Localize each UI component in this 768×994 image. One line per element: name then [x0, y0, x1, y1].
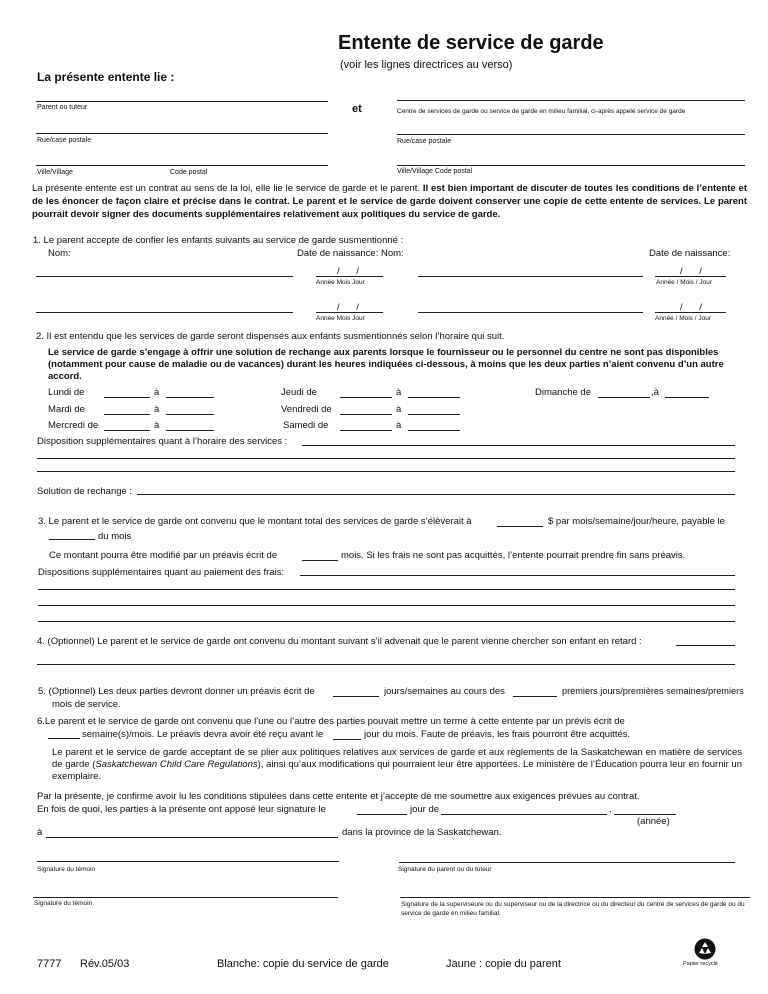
child4-date-format: Année / Mois / Jour — [655, 315, 711, 322]
late-fee-field[interactable] — [676, 645, 735, 646]
recycle-icon — [694, 938, 716, 960]
schedule-extra-line3[interactable] — [37, 471, 735, 472]
sunday-a: ,à — [651, 387, 659, 398]
parent-signature-label: Signature du parent ou du tuteur — [398, 866, 492, 873]
birth-label-right: Date de naissance: — [649, 248, 731, 259]
closing-line2b: jour de — [410, 804, 440, 815]
wednesday-a: à — [154, 420, 160, 431]
payment-extra-line2[interactable] — [38, 589, 735, 590]
intro-bold-text: Il est bien important de discuter de toutes les conditions de l’entente et de les énoncer de façon claire et précise dans le contrat. Le parent et le service de garde doivent conserver une copie de cette entente de services. Le parent pourrait devoir signer des documents supplémentaires relativement aux politiques du service de garde. — [32, 183, 747, 220]
thursday-a: à — [396, 387, 402, 398]
tuesday-a: à — [154, 404, 160, 415]
section4-text: 4. (Optionnel) Le parent et le service de garde ont convenu du montant suivant s’il advenait que le parent vienne chercher son enfant en retard : — [37, 636, 642, 647]
intro-normal-text: La présente entente est un contrat au sens de la loi, elle lie le service de garde et le parent. — [32, 183, 423, 194]
notice-period-field[interactable] — [333, 687, 379, 697]
section5-text-c: premiers jours/premières semaines/premiers — [562, 686, 744, 696]
section5-text-d: mois de service. — [52, 699, 121, 710]
wednesday-from-field[interactable] — [104, 421, 150, 431]
witness2-signature-field[interactable] — [33, 897, 338, 898]
payment-extra-line3[interactable] — [38, 605, 735, 606]
revision: Rév.05/03 — [80, 958, 130, 970]
payment-extra-field[interactable] — [300, 575, 735, 576]
centre-city-postal-label: Ville/Village Code postal — [397, 168, 473, 175]
centre-street-field[interactable] — [397, 134, 745, 135]
saturday-to-field[interactable] — [408, 421, 460, 431]
centre-label: Centre de services de garde ou service de garde en milieu familial, ci-après appelé service de garde — [397, 108, 686, 115]
sign-day-field[interactable] — [357, 805, 407, 815]
section6-text-a: 6.Le parent et le service de garde ont convenu que l’une ou l’autre des parties pouvait mettre un terme à cette entente par un prévis écrit de — [37, 716, 625, 727]
supervisor-label: Signature de la superviseure ou du superviseur ou de la directrice ou du directeur du centre de services de garde ou du service de garde en milieu familial. — [401, 901, 745, 917]
province-text: dans la province de la Saskatchewan. — [342, 827, 502, 838]
payment-extra-label: Dispositions supplémentaires quant au paiement des frais: — [38, 567, 285, 578]
parent-signature-field[interactable] — [399, 862, 735, 863]
thursday-from-field[interactable] — [340, 388, 392, 398]
yellow-copy-note: Jaune : copie du parent — [446, 958, 561, 970]
friday-from-field[interactable] — [340, 405, 392, 415]
wednesday-to-field[interactable] — [166, 421, 214, 431]
section5-text-a: 5. (Optionnel) Les deux parties devront donner un préavis écrit de — [38, 686, 315, 697]
section3-text-c: du mois — [98, 531, 132, 542]
schedule-extra-field[interactable] — [302, 445, 735, 446]
sunday-from-field[interactable] — [598, 388, 650, 398]
initial-period-field[interactable] — [513, 687, 557, 697]
notice-text-a: Ce montant pourra être modifié par un préavis écrit de — [49, 550, 278, 561]
birth-name-label: Date de naissance: Nom: — [297, 248, 404, 259]
sunday-to-field[interactable] — [665, 388, 709, 398]
centre-name-field[interactable] — [397, 100, 745, 101]
child4-name-field[interactable] — [418, 312, 643, 313]
page-subtitle: (voir les lignes directrices au verso) — [340, 59, 513, 71]
monday-a: à — [154, 387, 160, 398]
sign-place-field[interactable] — [46, 828, 338, 838]
sign-year-field[interactable] — [614, 805, 676, 815]
supervisor-signature-field[interactable] — [400, 897, 750, 898]
parent-city-label: Ville/Village — [37, 169, 73, 176]
saturday-from-field[interactable] — [340, 421, 392, 431]
monday-from-field[interactable] — [104, 388, 150, 398]
notice-text-b: mois. Si les frais ne sont pas acquittés, l’entente pourrait prendre fin sans préavis. — [341, 550, 686, 561]
at-label: à — [37, 827, 43, 838]
white-copy-note: Blanche: copie du service de garde — [217, 958, 389, 970]
child3-date-sep: / / — [337, 302, 359, 313]
schedule-extra-line2[interactable] — [37, 458, 735, 459]
and-label: et — [352, 103, 362, 115]
compliance-paragraph — [52, 747, 742, 783]
parent-name-field[interactable] — [36, 101, 328, 102]
compliance-text-a: Le parent et le service de garde acceptant de se plier aux politiques relatives aux services de garde et aux règlements de la Saskatchewan en matière de services de garde ( — [52, 747, 742, 770]
section2-bold: Le service de garde s’engage à offrir une solution de rechange aux parents lorsque le fournisseur ou le personnel du centre ne sont pas disponibles (notamment pour cause de maladie ou de vacances) durant les heures indiquées ci-dessous, à moins que les deux parties n’aient convenu d’un autre accord. — [48, 347, 724, 382]
tuesday-to-field[interactable] — [166, 405, 214, 415]
friday-a: à — [396, 404, 402, 415]
witness1-signature-field[interactable] — [37, 861, 339, 862]
monday-to-field[interactable] — [166, 388, 214, 398]
recycled-label: Papier recyclé — [683, 961, 718, 967]
tuesday-from-field[interactable] — [104, 405, 150, 415]
saturday-label: Samedi de — [283, 420, 329, 431]
friday-to-field[interactable] — [408, 405, 460, 415]
payment-extra-line4[interactable] — [38, 621, 735, 622]
late-fee-line2[interactable] — [37, 664, 735, 665]
backup-label: Solution de rechange : — [37, 486, 133, 497]
section1-text: 1. Le parent accepte de confier les enfants suivants au service de garde susmentionné : — [33, 235, 404, 246]
child2-name-field[interactable] — [418, 276, 643, 277]
parent-street-field[interactable] — [36, 133, 328, 134]
child2-date-format: Année / Mois / Jour — [656, 279, 712, 286]
intro-paragraph — [32, 182, 747, 221]
thursday-label: Jeudi de — [281, 387, 317, 398]
centre-city-field[interactable] — [397, 165, 745, 166]
witness1-label: Signature du témoin — [37, 866, 96, 873]
backup-field[interactable] — [137, 494, 735, 495]
parent-street-label: Rue/case postale — [37, 137, 92, 144]
thursday-to-field[interactable] — [408, 388, 460, 398]
child1-date-sep: / / — [337, 266, 359, 277]
sign-month-field[interactable] — [441, 805, 607, 815]
child4-date-sep: / / — [680, 302, 702, 313]
witness2-label: Signature du témoin — [34, 900, 93, 907]
binds-label: La présente entente lie : — [37, 70, 175, 84]
section6-text-c: jour du mois. Faute de préavis, les frais pourront être acquittés. — [364, 729, 631, 740]
child1-name-field[interactable] — [36, 276, 293, 277]
child3-date-format: Année Mois Jour — [316, 315, 365, 322]
schedule-extra-label: Disposition supplémentaires quant à l’horaire des services : — [37, 436, 288, 447]
section3-text-b: $ par mois/semaine/jour/heure, payable le — [548, 516, 725, 527]
section5-text-b: jours/semaines au cours des — [384, 686, 505, 697]
year-label: (année) — [637, 816, 670, 827]
section6-text-b: semaine(s)/mois. Le préavis devra avoir été reçu avant le — [82, 729, 324, 740]
wednesday-label: Mercredi de — [48, 420, 99, 431]
closing-line1: Par la présente, je confirme avoir lu les conditions stipulées dans cette entente et j’accepte de me soumettre aux exigences prévues au contrat. — [37, 791, 640, 802]
notice-months-field[interactable] — [302, 551, 338, 561]
parent-postal-label: Code postal — [170, 169, 208, 176]
child-name-label: Nom: — [48, 248, 71, 259]
termination-notice-field[interactable] — [48, 729, 80, 739]
centre-street-label: Rue/case postale — [397, 138, 452, 145]
tuesday-label: Mardi de — [48, 404, 85, 415]
child3-name-field[interactable] — [36, 312, 293, 313]
page-title: Entente de service de garde — [338, 32, 604, 54]
form-number: 7777 — [37, 958, 62, 970]
regulations-title: Saskatchewan Child Care Regulations — [95, 759, 258, 770]
compliance-text-b: ), ainsi qu’aux modifications qui pourraient leur être apportées. Le ministère de l’Éducation pourra leur en fournir un exemplaire. — [52, 759, 742, 782]
sunday-label: Dimanche de — [535, 387, 591, 398]
parent-city-field[interactable] — [36, 165, 328, 166]
section3-text-a: 3. Le parent et le service de garde ont convenu que le montant total des services de garde s’élèverait à — [38, 516, 472, 527]
saturday-a: à — [396, 420, 402, 431]
child1-date-format: Année Mois Jour — [316, 279, 365, 286]
termination-day-field[interactable] — [333, 730, 361, 740]
section2-text: 2. Il est entendu que les services de garde seront dispensés aux enfants susmentionnés selon l’horaire qui suit. — [36, 331, 505, 342]
monday-label: Lundi de — [48, 387, 85, 398]
closing-line2: En fois de quoi, les parties à la présente ont apposé leur signature le — [37, 804, 326, 815]
payday-field[interactable] — [49, 530, 95, 540]
child2-date-sep: / / — [680, 266, 702, 277]
friday-label: Vendredi de — [281, 404, 332, 415]
amount-field[interactable] — [497, 517, 543, 527]
parent-label: Parent ou tuteur — [37, 104, 88, 111]
